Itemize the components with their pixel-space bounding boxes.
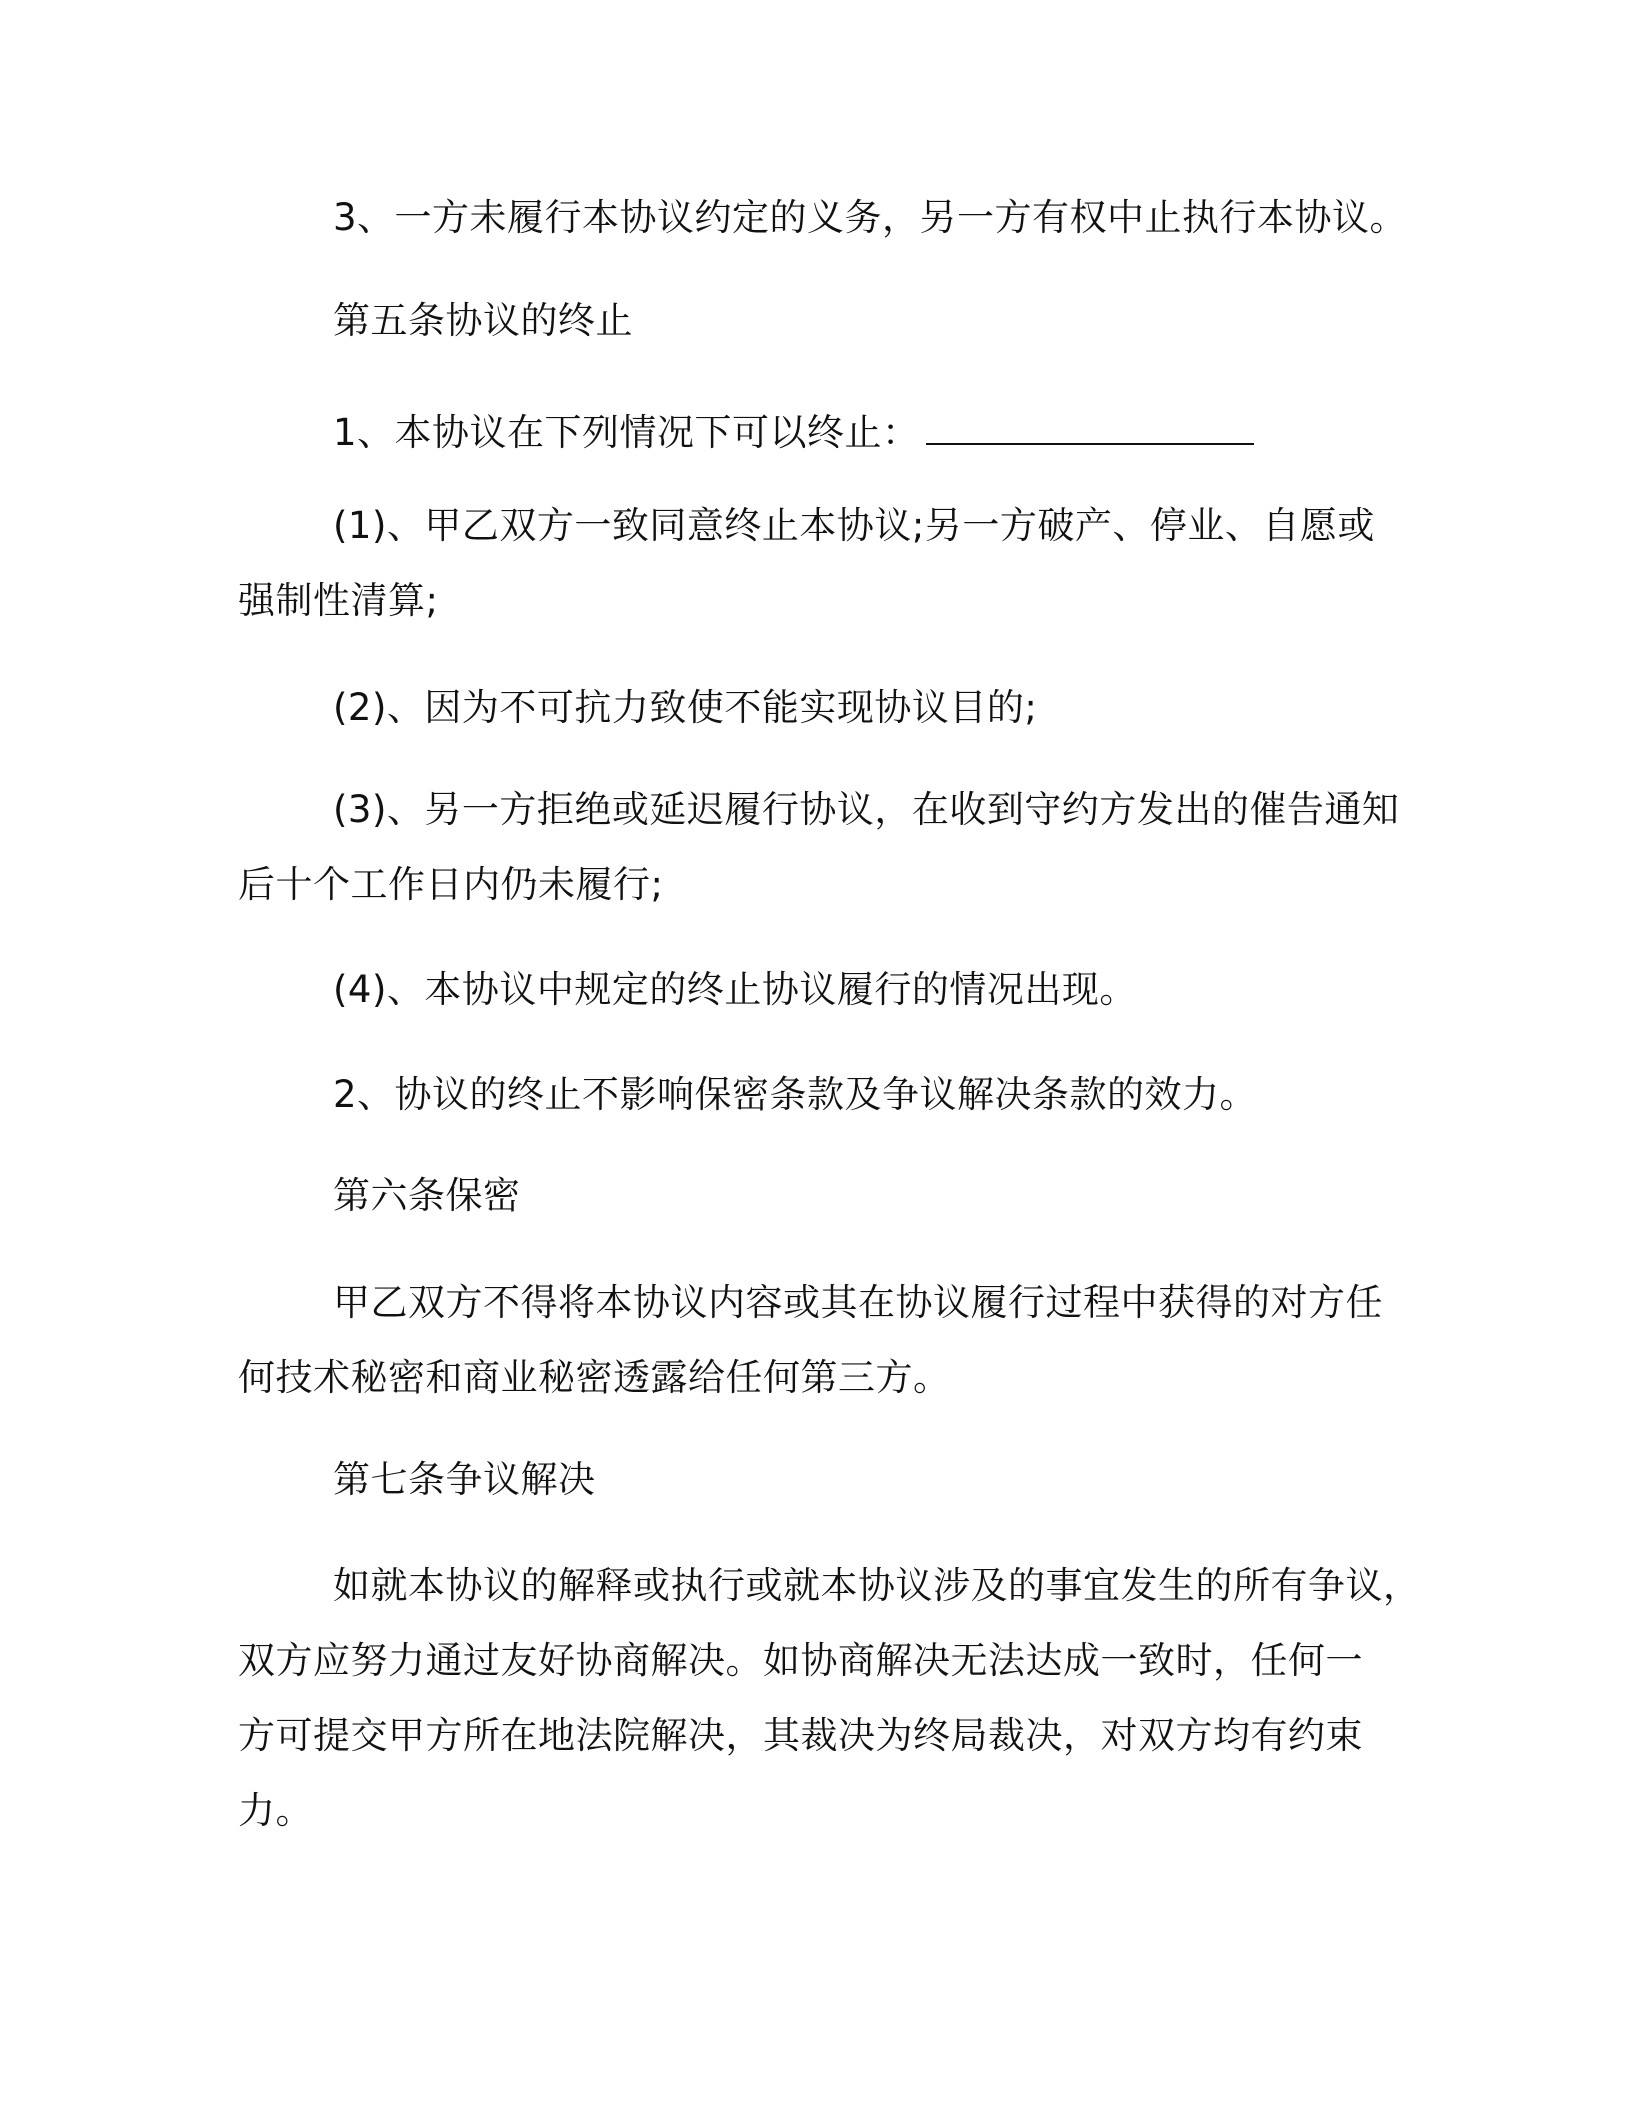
article-5-heading: 第五条协议的终止 xyxy=(333,299,633,342)
clause-item-3: 3、一方未履行本协议约定的义务，另一方有权中止执行本协议。 xyxy=(333,196,1408,239)
article-5-sub-3-line-2: 后十个工作日内仍未履行; xyxy=(238,863,664,906)
article-5-sub-1-line-2: 强制性清算; xyxy=(238,579,439,622)
article-5-sub-1-line-1: (1)、甲乙双方一致同意终止本协议;另一方破产、停业、自愿或 xyxy=(333,504,1375,547)
article-5-item-1-text: 1、本协议在下列情况下可以终止： xyxy=(333,411,920,454)
article-5-item-1 xyxy=(333,409,1254,457)
article-7-body-line-4: 力。 xyxy=(238,1789,313,1832)
article-5-item-2: 2、协议的终止不影响保密条款及争议解决条款的效力。 xyxy=(333,1073,1258,1116)
article-6-body-line-1: 甲乙双方不得将本协议内容或其在协议履行过程中获得的对方任 xyxy=(333,1281,1383,1324)
article-5-sub-2: (2)、因为不可抗力致使不能实现协议目的; xyxy=(333,686,1038,729)
article-7-body-line-2: 双方应努力通过友好协商解决。如协商解决无法达成一致时，任何一 xyxy=(238,1639,1363,1682)
article-7-body-line-1: 如就本协议的解释或执行或就本协议涉及的事宜发生的所有争议， xyxy=(333,1564,1421,1607)
article-6-heading: 第六条保密 xyxy=(333,1174,521,1217)
article-6-body-line-2: 何技术秘密和商业秘密透露给任何第三方。 xyxy=(238,1356,951,1399)
article-5-sub-3-line-1: (3)、另一方拒绝或延迟履行协议，在收到守约方发出的催告通知 xyxy=(333,788,1400,831)
article-5-sub-4: (4)、本协议中规定的终止协议履行的情况出现。 xyxy=(333,968,1137,1011)
article-7-body-line-3: 方可提交甲方所在地法院解决，其裁决为终局裁决，对双方均有约束 xyxy=(238,1714,1363,1757)
article-7-heading: 第七条争议解决 xyxy=(333,1458,596,1501)
fill-in-blank-line xyxy=(926,413,1254,445)
